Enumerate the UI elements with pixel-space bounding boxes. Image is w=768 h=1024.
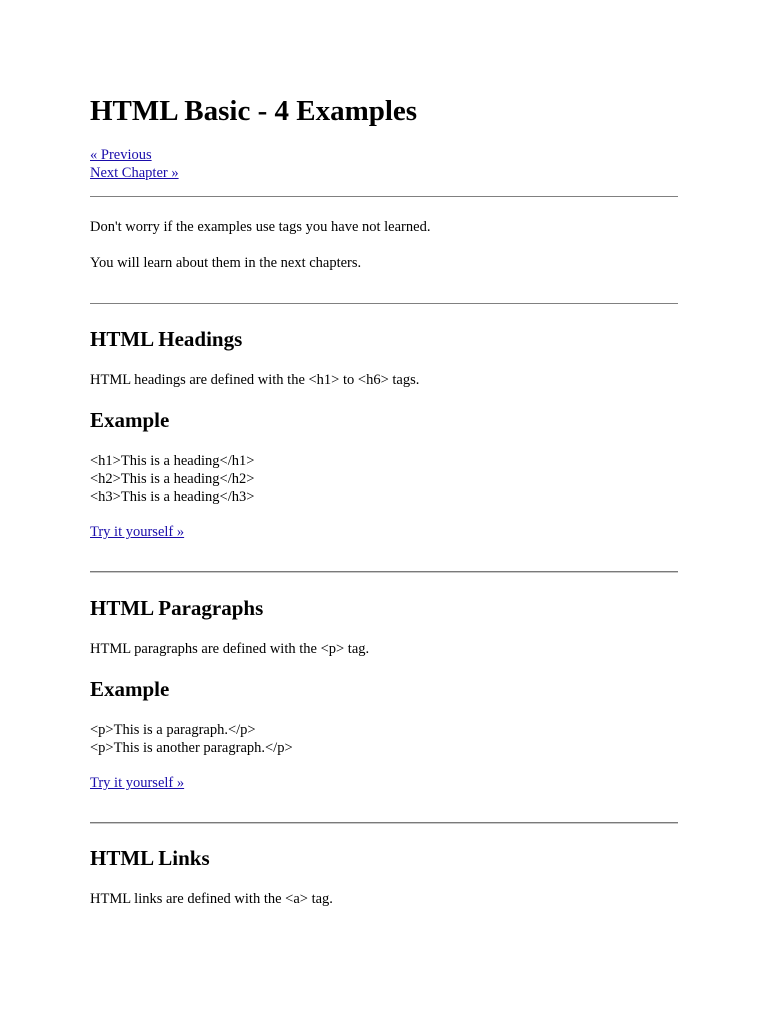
code-line: <h1>This is a heading</h1>	[90, 453, 255, 469]
section-heading: HTML Links	[90, 846, 210, 870]
code-line: <h3>This is a heading</h3>	[90, 489, 255, 505]
try-it-container	[90, 774, 184, 792]
intro-paragraph: Don't worry if the examples use tags you have not learned.	[90, 219, 431, 235]
divider	[90, 571, 678, 573]
try-it-yourself-link[interactable]: Try it yourself »	[90, 524, 185, 540]
chapter-nav	[90, 146, 179, 182]
divider	[90, 196, 678, 197]
example-heading: Example	[90, 677, 170, 701]
previous-link[interactable]: « Previous	[90, 147, 152, 163]
section-heading: HTML Headings	[90, 327, 243, 351]
example-heading: Example	[90, 408, 170, 432]
try-it-container	[90, 523, 184, 541]
code-line: <p>This is another paragraph.</p>	[90, 740, 293, 756]
code-line: <p>This is a paragraph.</p>	[90, 722, 256, 738]
section-description: HTML paragraphs are defined with the <p> tag.	[90, 641, 370, 657]
section-description: HTML links are defined with the <a> tag.	[90, 891, 333, 907]
section-heading: HTML Paragraphs	[90, 596, 264, 620]
section-description: HTML headings are defined with the <h1> to <h6> tags.	[90, 372, 420, 388]
page-title: HTML Basic - 4 Examples	[90, 95, 418, 127]
try-it-yourself-link[interactable]: Try it yourself »	[90, 775, 185, 791]
code-example	[90, 452, 254, 506]
code-example	[90, 721, 293, 757]
divider	[90, 303, 678, 304]
next-chapter-link[interactable]: Next Chapter »	[90, 165, 179, 181]
intro-paragraph: You will learn about them in the next chapters.	[90, 255, 362, 271]
code-line: <h2>This is a heading</h2>	[90, 471, 255, 487]
divider	[90, 822, 678, 824]
